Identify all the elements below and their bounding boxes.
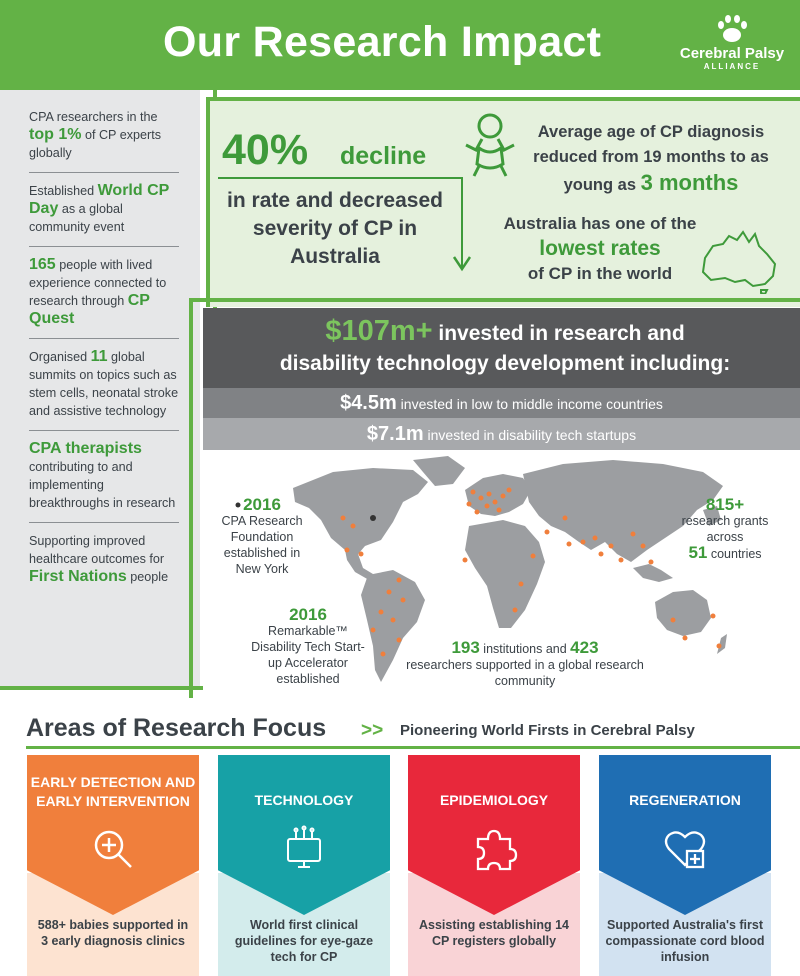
card-technology bbox=[218, 755, 390, 976]
logo-name: Cerebral Palsy bbox=[679, 45, 785, 62]
card-text: World first clinical guidelines for eye-gaze tech for CP bbox=[234, 918, 374, 964]
ny-foundation-fact: 2016 CPA Research Foundation established in New York bbox=[221, 495, 303, 576]
cpa-logo bbox=[672, 14, 792, 84]
decline-word: decline bbox=[340, 142, 427, 170]
card-label: TECHNOLOGY bbox=[254, 792, 354, 808]
baby-icon bbox=[462, 112, 518, 178]
focus-subtitle: Pioneering World Firsts in Cerebral Palsy bbox=[400, 722, 695, 739]
magnifier-plus-icon bbox=[89, 825, 137, 873]
focus-arrows: >> bbox=[361, 720, 384, 741]
header-banner bbox=[0, 0, 800, 90]
page-title: Our Research Impact bbox=[163, 18, 602, 66]
facts-list bbox=[29, 108, 179, 605]
australia-rates-stat: Australia has one of the lowest rates of CP in the world bbox=[503, 214, 697, 283]
fact-world-cp-day: Established World CP Day as a global community event bbox=[29, 182, 179, 247]
decline-percent: 40% bbox=[222, 126, 309, 174]
card-text: 588+ babies supported in 3 early diagnosis clinics bbox=[37, 918, 189, 948]
focus-divider bbox=[26, 746, 800, 749]
grants-fact: 815+ research grants across 51 countries bbox=[681, 495, 769, 562]
fact-summits: Organised 11 global summits on topics such as stem cells, neonatal stroke and assistive technology bbox=[29, 348, 179, 431]
paw-logo-icon bbox=[714, 14, 750, 44]
fact-top-researchers: CPA researchers in the top 1% of CP experts globally bbox=[29, 108, 179, 173]
monitor-circuit-icon bbox=[280, 825, 328, 873]
accelerator-fact: 2016 Remarkable™ Disability Tech Start-up Accelerator established bbox=[251, 605, 365, 686]
down-arrow-icon bbox=[452, 177, 472, 273]
card-label: EARLY DETECTION AND EARLY INTERVENTION bbox=[30, 774, 196, 809]
card-epidemiology bbox=[408, 755, 580, 976]
card-text: Supported Australia's first compassionate cord blood infusion bbox=[605, 918, 765, 964]
fact-first-nations: Supporting improved healthcare outcomes for First Nations people bbox=[29, 534, 169, 585]
investment-startups-row: $7.1m invested in disability tech startups bbox=[203, 418, 800, 450]
heart-plus-icon bbox=[661, 825, 709, 873]
investment-lmic-row: $4.5m invested in low to middle income countries bbox=[203, 388, 800, 418]
australia-map-icon bbox=[695, 228, 785, 294]
logo-sub: ALLIANCE bbox=[703, 62, 761, 71]
institutions-fact: 193 institutions and 423 researchers supported in a global research community bbox=[406, 638, 644, 688]
fact-therapists: CPA therapists contributing to and implementing breakthroughs in research bbox=[29, 440, 179, 523]
card-early-detection bbox=[27, 755, 199, 976]
fact-cp-quest: 165 people with lived experience connected to research through CP Quest bbox=[29, 256, 179, 339]
card-label: EPIDEMIOLOGY bbox=[439, 792, 549, 808]
diagnosis-age-stat: Average age of CP diagnosis reduced from 19 months to as young as 3 months bbox=[533, 123, 769, 195]
puzzle-icon bbox=[470, 825, 518, 873]
focus-title: Areas of Research Focus bbox=[26, 714, 327, 742]
card-text: Assisting establishing 14 CP registers globally bbox=[418, 918, 570, 948]
card-label: REGENERATION bbox=[629, 792, 741, 808]
decline-description: in rate and decreased severity of CP in Australia bbox=[227, 189, 443, 268]
card-regeneration bbox=[599, 755, 771, 976]
decline-underline bbox=[218, 177, 463, 179]
investment-total: $107m+ invested in research and disability technology development including: bbox=[279, 315, 731, 375]
